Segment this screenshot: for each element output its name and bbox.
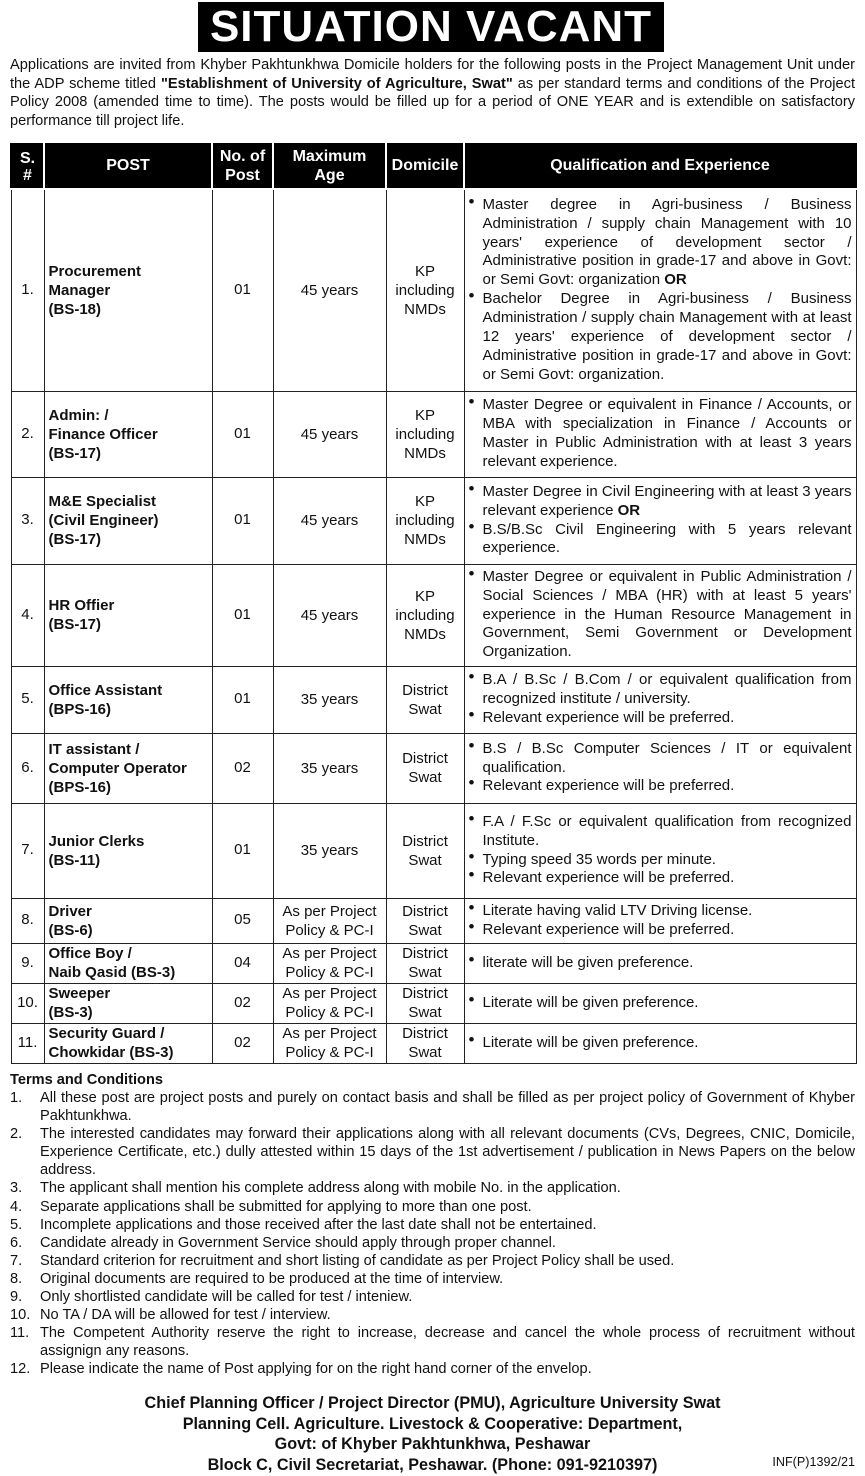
serial-number-cell: 9. <box>11 943 44 983</box>
qualification-cell <box>464 666 856 733</box>
domicile-line: Swat <box>408 851 442 869</box>
term-item <box>10 1179 855 1197</box>
post-name-line: Office Boy / <box>48 945 132 962</box>
max-age-line: 35 years <box>300 842 359 859</box>
serial-number-cell: 6. <box>11 733 44 803</box>
term-item <box>10 1324 855 1360</box>
qualification-item <box>469 671 852 709</box>
max-age-line: 35 years <box>300 759 359 777</box>
no-of-post-cell: 02 <box>212 983 273 1023</box>
serial-number-cell: 7. <box>11 803 44 898</box>
domicile-line: NMDs <box>404 625 446 643</box>
post-name-line: (BS-11) <box>48 851 101 869</box>
qualification-text: Literate having valid LTV Driving license. <box>482 901 753 919</box>
domicile-cell <box>386 898 464 943</box>
domicile-cell <box>386 943 464 983</box>
no-of-post-cell: 01 <box>212 391 273 477</box>
address-line: Chief Planning Officer / Project Director (PMU), Agriculture University Swat <box>144 1394 721 1412</box>
term-number: 1. <box>10 1090 23 1106</box>
intro-text-2: as per standard terms and conditions of the Project Policy 2008 (amended time to time). The posts would be filled up for a period of ONE YEAR and is extendible on satisfactory performance till project life. <box>10 75 855 129</box>
term-item <box>10 1252 855 1270</box>
post-name-line: Office Assistant <box>48 681 163 699</box>
post-name-line: (BS-18) <box>48 300 102 318</box>
qualification-text: Master Degree in Civil Engineering with at least 3 years relevant experience <box>482 482 852 519</box>
term-item <box>10 1234 855 1252</box>
domicile-line: District <box>402 945 448 962</box>
term-text: Please indicate the name of Post applying for on the right hand corner of the envelop. <box>40 1361 592 1378</box>
domicile-cell <box>386 666 464 733</box>
qualification-item <box>469 902 852 921</box>
terms-section <box>10 1071 855 1379</box>
qualification-text: Master Degree or equivalent in Finance / Accounts, or MBA with specialization in Finance / Accounts or Master in Public Administration with at least 3 years relevant experience. <box>482 396 852 470</box>
qualification-cell <box>464 803 856 898</box>
max-age-cell <box>273 803 386 898</box>
domicile-cell <box>386 733 464 803</box>
header-domicile: Domicile <box>386 144 464 189</box>
post-name-line: Admin: / <box>48 406 109 424</box>
serial-number-cell: 2. <box>11 391 44 477</box>
qualification-list <box>469 902 852 940</box>
no-of-post-cell: 01 <box>212 477 273 564</box>
post-name-line: Driver <box>48 902 92 920</box>
term-item <box>10 1089 855 1125</box>
header-no-of-post: No. of Post <box>212 144 273 189</box>
no-of-post-cell: 02 <box>212 733 273 803</box>
post-name-line: Junior Clerks <box>48 832 145 850</box>
max-age-cell <box>273 391 386 477</box>
max-age-cell <box>273 898 386 943</box>
table-row <box>11 1023 856 1063</box>
post-name-line: Security Guard / <box>48 1025 165 1042</box>
domicile-line: KP <box>414 587 435 605</box>
address-line: Planning Cell. Agriculture. Livestock & Cooperative: Department, <box>182 1414 683 1433</box>
table-row <box>11 983 856 1023</box>
term-item <box>10 1306 855 1324</box>
term-number: 6. <box>10 1234 23 1251</box>
domicile-line: District <box>402 1025 448 1042</box>
term-text: The Competent Authority reserve the right to increase, decrease and cancel the whole process of recruitment without assignign any reasons. <box>40 1325 855 1360</box>
domicile-cell <box>386 189 464 391</box>
qualification-list <box>469 994 852 1013</box>
post-cell <box>44 983 212 1023</box>
table-row <box>11 189 856 391</box>
no-of-post-cell: 05 <box>212 898 273 943</box>
domicile-cell <box>386 803 464 898</box>
post-name-line: IT assistant / <box>48 740 140 758</box>
serial-number-cell: 8. <box>11 898 44 943</box>
post-name-line: (BPS-16) <box>48 778 112 796</box>
domicile-line: KP <box>414 262 435 280</box>
domicile-line: NMDs <box>404 531 446 548</box>
domicile-line: including <box>395 606 455 624</box>
qualification-item <box>469 740 852 778</box>
qualification-list <box>469 740 852 797</box>
qualification-item <box>469 1034 852 1053</box>
post-name-line: Sweeper <box>48 985 111 1002</box>
domicile-cell <box>386 477 464 564</box>
max-age-cell <box>273 666 386 733</box>
term-number: 2. <box>10 1126 23 1143</box>
max-age-cell <box>273 564 386 666</box>
domicile-line: including <box>395 281 455 299</box>
post-name-line: (BPS-16) <box>48 700 112 718</box>
term-item <box>10 1198 855 1216</box>
qualification-item <box>469 568 852 663</box>
qualification-list <box>469 196 852 385</box>
domicile-line: District <box>402 985 448 1002</box>
qualification-text: Relevant experience will be preferred. <box>482 777 735 795</box>
post-cell <box>44 943 212 983</box>
domicile-cell <box>386 1023 464 1063</box>
max-age-line: 35 years <box>300 691 359 708</box>
post-name-line: HR Offier <box>48 597 115 614</box>
qualification-item <box>469 851 852 870</box>
post-cell <box>44 666 212 733</box>
address-line: Block C, Civil Secretariat, Peshawar. (Phone: 091-9210397) <box>207 1455 658 1474</box>
qualification-cell <box>464 733 856 803</box>
serial-number-cell: 3. <box>11 477 44 564</box>
domicile-line: including <box>395 425 455 443</box>
term-number: 4. <box>10 1198 23 1215</box>
qualification-cell <box>464 1023 856 1063</box>
post-cell <box>44 1023 212 1063</box>
qualification-item <box>469 521 852 559</box>
domicile-line: Swat <box>408 921 442 939</box>
qualification-text: Relevant experience will be preferred. <box>482 869 735 887</box>
post-name-line: (BS-17) <box>48 616 102 633</box>
no-of-post-cell: 02 <box>212 1023 273 1063</box>
serial-number-cell: 11. <box>11 1023 44 1063</box>
post-name-line: (BS-17) <box>48 531 102 548</box>
table-row <box>11 943 856 983</box>
max-age-line: As per Project <box>282 1025 377 1042</box>
domicile-line: including <box>395 512 455 529</box>
post-cell <box>44 477 212 564</box>
max-age-line: As per Project <box>282 945 377 962</box>
qualification-text: Relevant experience will be preferred. <box>482 708 735 726</box>
contact-address <box>0 1393 865 1475</box>
max-age-line: Policy & PC-I <box>285 1044 374 1061</box>
term-text: Candidate already in Government Service should apply through proper channel. <box>40 1234 556 1251</box>
post-cell <box>44 733 212 803</box>
term-number: 10. <box>10 1307 31 1324</box>
domicile-cell <box>386 983 464 1023</box>
qualification-text: Relevant experience will be preferred. <box>482 920 735 938</box>
domicile-line: KP <box>414 493 435 510</box>
domicile-line: Swat <box>408 1044 442 1061</box>
table-row <box>11 898 856 943</box>
qualification-cell <box>464 943 856 983</box>
qualification-list <box>469 954 852 973</box>
qualification-text: Literate will be given preference. <box>482 993 699 1011</box>
header-sn: S. # <box>11 144 44 189</box>
qualification-text: B.S / B.Sc Computer Sciences / IT or equivalent qualification. <box>482 739 852 776</box>
domicile-line: Swat <box>408 769 442 786</box>
domicile-line: District <box>402 681 448 699</box>
address-line: Govt: of Khyber Pakhtunkhwa, Peshawar <box>274 1435 591 1454</box>
header-qualification: Qualification and Experience <box>464 144 856 189</box>
post-name-line: Naib Qasid (BS-3) <box>48 964 176 981</box>
intro-text-1: Applications are invited from Khyber Pakhtunkhwa Domicile holders for the following posts in the Project Management Unit under the ADP scheme titled <box>10 57 855 92</box>
post-name-line: (BS-17) <box>48 444 102 462</box>
term-number: 3. <box>10 1180 23 1197</box>
max-age-cell <box>273 733 386 803</box>
qualification-cell <box>464 391 856 477</box>
term-text: Incomplete applications and those received after the last date shall not be entertained. <box>40 1216 597 1233</box>
term-item <box>10 1216 855 1234</box>
qualification-list <box>469 813 852 889</box>
header-max-age: Maximum Age <box>273 144 386 189</box>
max-age-line: 45 years <box>300 606 359 624</box>
no-of-post-cell: 01 <box>212 564 273 666</box>
qualification-list <box>469 1034 852 1053</box>
intro-paragraph <box>10 56 855 130</box>
post-name-line: (Civil Engineer) <box>48 512 159 529</box>
terms-list <box>10 1089 855 1379</box>
max-age-line: As per Project <box>282 985 377 1002</box>
qualification-list <box>469 396 852 472</box>
domicile-line: District <box>402 902 448 920</box>
serial-number-cell: 1. <box>11 189 44 391</box>
no-of-post-cell: 01 <box>212 189 273 391</box>
qualification-text: Bachelor Degree in Agri-business / Business Administration / supply chain Management with at least 12 years' experience of development sector / Administrative position in grade-17 and above in Govt: or Semi Govt: organization. <box>482 290 852 383</box>
reference-number: INF(P)1392/21 <box>772 1455 855 1469</box>
domicile-line: NMDs <box>404 300 446 318</box>
max-age-line: Policy & PC-I <box>285 1004 374 1021</box>
qualification-text: B.S/B.Sc Civil Engineering with 5 years relevant experience. <box>482 520 852 557</box>
domicile-cell <box>386 391 464 477</box>
domicile-line: Swat <box>408 1004 442 1021</box>
qualification-item <box>469 396 852 472</box>
domicile-line: NMDs <box>404 444 446 462</box>
or-keyword: OR <box>664 271 687 289</box>
qualification-item <box>469 709 852 728</box>
post-name-line: (BS-6) <box>48 921 93 939</box>
qualification-text: F.A / F.Sc or equivalent qualification from recognized Institute. <box>482 812 852 849</box>
term-item <box>10 1125 855 1179</box>
term-number: 12. <box>10 1361 31 1378</box>
serial-number-cell: 4. <box>11 564 44 666</box>
term-number: 5. <box>10 1216 23 1233</box>
table-row <box>11 666 856 733</box>
table-row <box>11 564 856 666</box>
qualification-item <box>469 869 852 888</box>
domicile-cell <box>386 564 464 666</box>
term-text: No TA / DA will be allowed for test / interview. <box>40 1307 331 1324</box>
qualification-item <box>469 994 852 1013</box>
qualification-item <box>469 196 852 291</box>
term-item <box>10 1288 855 1306</box>
max-age-line: As per Project <box>282 902 377 920</box>
domicile-line: District <box>402 832 448 850</box>
qualification-list <box>469 568 852 663</box>
no-of-post-cell: 01 <box>212 803 273 898</box>
table-row <box>11 803 856 898</box>
qualification-list <box>469 671 852 728</box>
post-name-line: Computer Operator <box>48 759 187 777</box>
post-name-line: Manager <box>48 281 111 299</box>
qualification-cell <box>464 477 856 564</box>
max-age-cell <box>273 983 386 1023</box>
qualification-item <box>469 954 852 973</box>
term-text: All these post are project posts and purely on contact basis and shall be filled as per project policy of Government of Khyber Pakhtunkhwa. <box>40 1090 855 1125</box>
post-name-line: M&E Specialist <box>48 493 157 510</box>
max-age-line: Policy & PC-I <box>285 964 374 981</box>
term-number: 8. <box>10 1270 23 1287</box>
max-age-cell <box>273 477 386 564</box>
post-name-line: Finance Officer <box>48 425 158 443</box>
or-keyword: OR <box>617 501 641 519</box>
max-age-line: 45 years <box>300 512 359 529</box>
qualification-text: literate will be given preference. <box>482 953 694 971</box>
qualification-cell <box>464 898 856 943</box>
max-age-line: 45 years <box>300 281 359 299</box>
term-text: Only shortlisted candidate will be called for test / inteniew. <box>40 1289 413 1306</box>
scheme-title: "Establishment of University of Agriculture, Swat" <box>160 75 513 92</box>
term-text: Separate applications shall be submitted for applying to more than one post. <box>40 1198 532 1215</box>
term-number: 7. <box>10 1252 23 1269</box>
domicile-line: District <box>402 750 448 767</box>
qualification-cell <box>464 564 856 666</box>
term-text: Original documents are required to be produced at the time of interview. <box>40 1270 504 1287</box>
term-item <box>10 1360 855 1378</box>
post-name-line: Procurement <box>48 262 142 280</box>
post-cell <box>44 391 212 477</box>
qualification-item <box>469 921 852 940</box>
table-header-row <box>11 144 856 189</box>
posts-table <box>10 143 857 1064</box>
table-row <box>11 477 856 564</box>
qualification-text: Literate will be given preference. <box>482 1033 699 1051</box>
max-age-cell <box>273 189 386 391</box>
qualification-text: Typing speed 35 words per minute. <box>482 850 716 868</box>
post-name-line: Chowkidar (BS-3) <box>48 1044 174 1061</box>
no-of-post-cell: 04 <box>212 943 273 983</box>
max-age-line: 45 years <box>300 425 359 443</box>
qualification-cell <box>464 189 856 391</box>
qualification-item <box>469 813 852 851</box>
post-cell <box>44 898 212 943</box>
qualification-item <box>469 777 852 796</box>
serial-number-cell: 5. <box>11 666 44 733</box>
qualification-list <box>469 483 852 559</box>
max-age-cell <box>273 943 386 983</box>
qualification-cell <box>464 983 856 1023</box>
post-cell <box>44 803 212 898</box>
qualification-text: Master degree in Agri-business / Business Administration / supply chain Management with 10 years' experience of development sector / Administrative position in grade-17 and above in Govt: or Semi Govt: organization <box>482 195 852 289</box>
post-name-line: (BS-3) <box>48 1004 93 1021</box>
term-text: The interested candidates may forward their applications along with all relevant documents (CVs, Degrees, CNIC, Domicile, Experience Certificate, etc.) dully attested within 15 days of the 1st advertisement / publication in News Papers on the below address. <box>40 1126 855 1179</box>
header-post: POST <box>44 144 212 189</box>
domicile-line: Swat <box>408 964 442 981</box>
qualification-item <box>469 483 852 521</box>
post-cell <box>44 564 212 666</box>
max-age-cell <box>273 1023 386 1063</box>
terms-heading: Terms and Conditions <box>10 1072 163 1088</box>
term-item <box>10 1270 855 1288</box>
table-row <box>11 391 856 477</box>
serial-number-cell: 10. <box>11 983 44 1023</box>
qualification-text: B.A / B.Sc / B.Com / or equivalent qualification from recognized institute / university. <box>482 671 852 708</box>
domicile-line: KP <box>414 406 435 424</box>
qualification-text: Master Degree or equivalent in Public Administration / Social Sciences / MBA (HR) with at least 5 years' experience in the Human Resource Management in Government, Semi Government or Development Organization. <box>482 567 852 661</box>
page-title: SITUATION VACANT <box>198 2 664 52</box>
domicile-line: Swat <box>408 700 442 718</box>
term-text: The applicant shall mention his complete address along with mobile No. in the application. <box>40 1180 621 1197</box>
post-cell <box>44 189 212 391</box>
term-number: 9. <box>10 1289 23 1306</box>
term-number: 11. <box>10 1325 30 1342</box>
max-age-line: Policy & PC-I <box>285 921 374 939</box>
qualification-item <box>469 290 852 385</box>
no-of-post-cell: 01 <box>212 666 273 733</box>
term-text: Standard criterion for recruitment and short listing of candidate as per Project Policy shall be used. <box>40 1252 675 1269</box>
table-row <box>11 733 856 803</box>
